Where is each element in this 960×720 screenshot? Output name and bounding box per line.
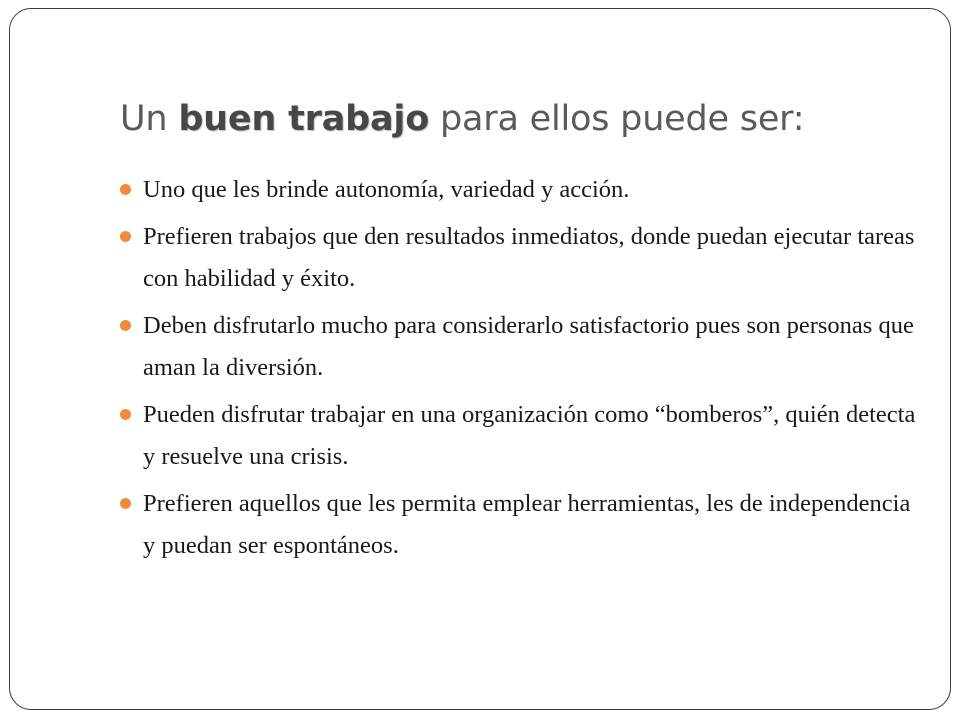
bullet-dot-icon	[120, 320, 131, 331]
slide-frame	[9, 8, 951, 710]
slide-title	[120, 97, 804, 141]
bullet-item	[118, 305, 918, 389]
bullet-dot-icon	[120, 498, 131, 509]
bullet-list	[118, 169, 918, 572]
bullet-text: Uno que les brinde autonomía, variedad y acción.	[143, 176, 630, 203]
bullet-text: Pueden disfrutar trabajar en una organización como “bomberos”, quién detecta y resuelve una crisis.	[143, 401, 916, 470]
bullet-item	[118, 483, 918, 567]
title-emphasis: buen trabajo	[178, 99, 430, 139]
title-prefix: Un	[120, 99, 179, 139]
title-suffix: para ellos puede ser:	[429, 99, 805, 139]
bullet-text: Prefieren aquellos que les permita emplear herramientas, les de independencia y puedan ser espontáneos.	[143, 490, 911, 559]
bullet-text: Deben disfrutarlo mucho para considerarlo satisfactorio pues son personas que aman la diversión.	[143, 312, 914, 381]
bullet-item	[118, 216, 918, 300]
bullet-dot-icon	[120, 231, 131, 242]
bullet-dot-icon	[120, 409, 131, 420]
bullet-text: Prefieren trabajos que den resultados inmediatos, donde puedan ejecutar tareas con habilidad y éxito.	[143, 223, 915, 292]
bullet-dot-icon	[120, 184, 131, 195]
bullet-item	[118, 169, 918, 211]
bullet-item	[118, 394, 918, 478]
